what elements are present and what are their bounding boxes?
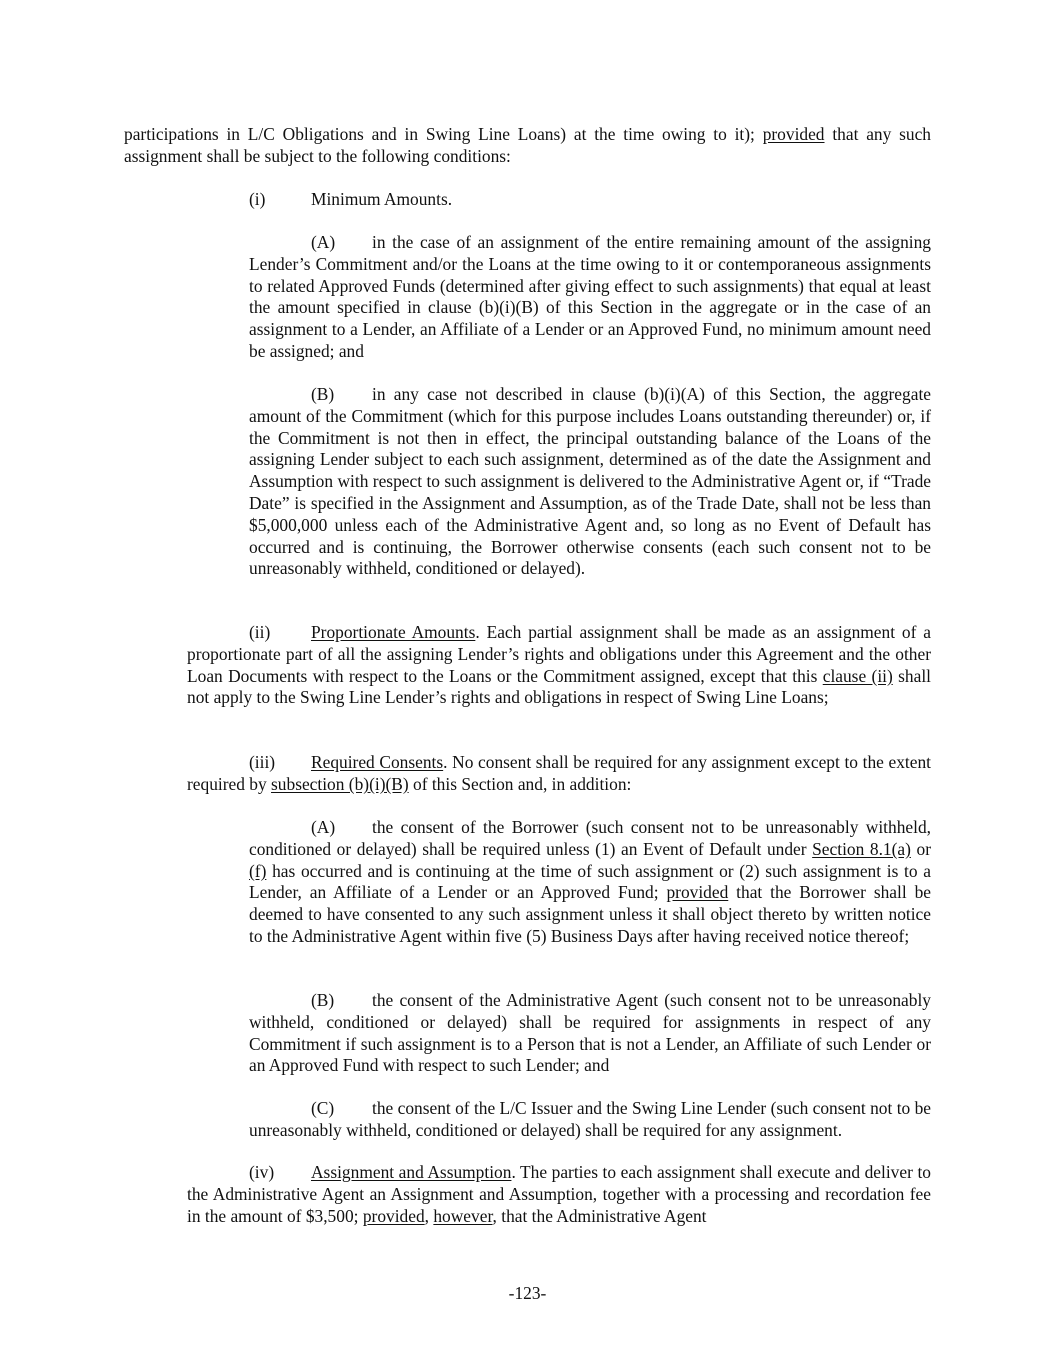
clause-iv-text-1: . The parties to each assignment shall execute and deliver to the Administrative Agent an Assignment and Assumption, together with a processing and recordation fee in the amount of $3,500; [187, 1162, 931, 1226]
clause-iii-B-text: the consent of the Administrative Agent (such consent not to be unreasonably withheld, conditioned or delayed) shall be required for assignments in respect of any Commitment if such assignment is to a Person that is not a Lender, an Affiliate of such Lender or an Approved Fund with respect to such Lender; and [249, 990, 931, 1076]
clause-iii-A-text-1: the consent of the Borrower (such consent not to be unreasonably withheld, conditioned or delayed) shall be required unless (1) an Event of Default under [249, 817, 931, 859]
clause-iii-title-underlined: Required Consents [311, 752, 444, 772]
clause-iv-paragraph [187, 1162, 931, 1227]
intro-text-2: that any such assignment shall be subject to the following conditions: [124, 124, 931, 166]
clause-iii-A-text-2: or [910, 838, 931, 859]
clause-iii-A-text-4: that the Borrower shall be deemed to have consented to any such assignment unless it shall object thereto by written notice to the Administrative Agent within five (5) Business Days after having received notice thereof; [249, 882, 931, 946]
clause-iii-paragraph [187, 752, 931, 796]
clause-iii-label: (iii) [249, 752, 276, 772]
clause-i-heading [249, 189, 931, 211]
clause-i-label: (i) [249, 189, 266, 209]
clause-iv-label: (iv) [249, 1162, 275, 1182]
clause-iii-text-1: . No consent shall be required for any assignment except to the extent required by [187, 752, 931, 794]
intro-provided-underlined: provided [762, 124, 825, 144]
clause-ii-text-1: . Each partial assignment shall be made as an assignment of a proportionate part of all the assigning Lender’s rights and obligations under this Agreement and the other Loan Documents with respect to the Loans or the Commitment assigned, except that this [187, 622, 932, 686]
clause-iii-A-paragraph [249, 817, 931, 948]
clause-i-A-paragraph [249, 232, 931, 363]
clause-iii-text-2: of this Section and, in addition: [408, 773, 632, 794]
clause-iii-B-paragraph [249, 990, 931, 1077]
clause-ii-paragraph [187, 622, 931, 709]
clause-iii-A-section-ref: Section 8.1(a) [812, 838, 911, 859]
intro-paragraph [124, 124, 931, 168]
intro-text-1: participations in L/C Obligations and in Swing Line Loans) at the time owing to it); [124, 124, 763, 144]
clause-ii-text-2: shall not apply to the Swing Line Lender’s rights and obligations in respect of Swing Line Loans; [187, 665, 931, 708]
clause-iii-B-label: (B) [311, 990, 335, 1010]
clause-i-A-label: (A) [311, 232, 336, 252]
clause-iii-reference-underlined: subsection (b)(i)(B) [271, 773, 409, 794]
clause-i-title: Minimum Amounts. [311, 189, 453, 209]
clause-i-B-label: (B) [311, 384, 335, 404]
clause-iii-C-text: the consent of the L/C Issuer and the Swing Line Lender (such consent not to be unreasonably withheld, conditioned or delayed) shall be required for any assignment. [249, 1098, 931, 1140]
clause-iv-text-2: , [424, 1205, 434, 1226]
clause-iii-A-f-ref: (f) [249, 860, 267, 881]
clause-iv-text-3: , that the Administrative Agent [492, 1205, 707, 1226]
clause-iii-A-label: (A) [311, 817, 336, 837]
clause-iii-C-paragraph [249, 1098, 931, 1142]
clause-ii-reference-underlined: clause (ii) [822, 665, 893, 686]
clause-i-A-text: in the case of an assignment of the entire remaining amount of the assigning Lender’s Commitment and/or the Loans at the time owing to it or contemporaneous assignments to related Approved Funds (determined after giving effect to such assignments) that equal at least the amount specified in clause (b)(i)(B) of this Section in the aggregate or in the case of an assignment to a Lender, an Affiliate of a Lender or an Approved Fund, no minimum amount need be assigned; and [249, 232, 931, 361]
clause-i-B-text: in any case not described in clause (b)(i)(A) of this Section, the aggregate amount of the Commitment (which for this purpose includes Loans outstanding thereunder) or, if the Commitment is not then in effect, the principal outstanding balance of the Loans of the assigning Lender subject to each such assignment, determined as of the date the Assignment and Assumption with respect to such assignment is delivered to the Administrative Agent or, if “Trade Date” is specified in the Assignment and Assumption, as of the Trade Date, shall not be less than $5,000,000 unless each of the Administrative Agent and, so long as no Event of Default has occurred and is continuing, the Borrower otherwise consents (each such consent not to be unreasonably withheld, conditioned or delayed). [249, 384, 931, 579]
clause-iv-provided: provided [362, 1205, 425, 1226]
clause-i-B-paragraph [249, 384, 931, 580]
clause-iii-C-label: (C) [311, 1098, 335, 1118]
clause-iv-however: however [433, 1205, 493, 1226]
clause-iv-title-underlined: Assignment and Assumption [311, 1162, 512, 1182]
page-number: -123- [508, 1283, 547, 1303]
clause-iii-A-provided: provided [666, 882, 729, 903]
clause-iii-A-text-3: has occurred and is continuing at the time of such assignment or (2) such assignment is to a Lender, an Affiliate of a Lender or an Approved Fund; [249, 860, 931, 903]
clause-ii-label: (ii) [249, 622, 271, 642]
clause-ii-title-underlined: Proportionate Amounts [311, 622, 476, 642]
